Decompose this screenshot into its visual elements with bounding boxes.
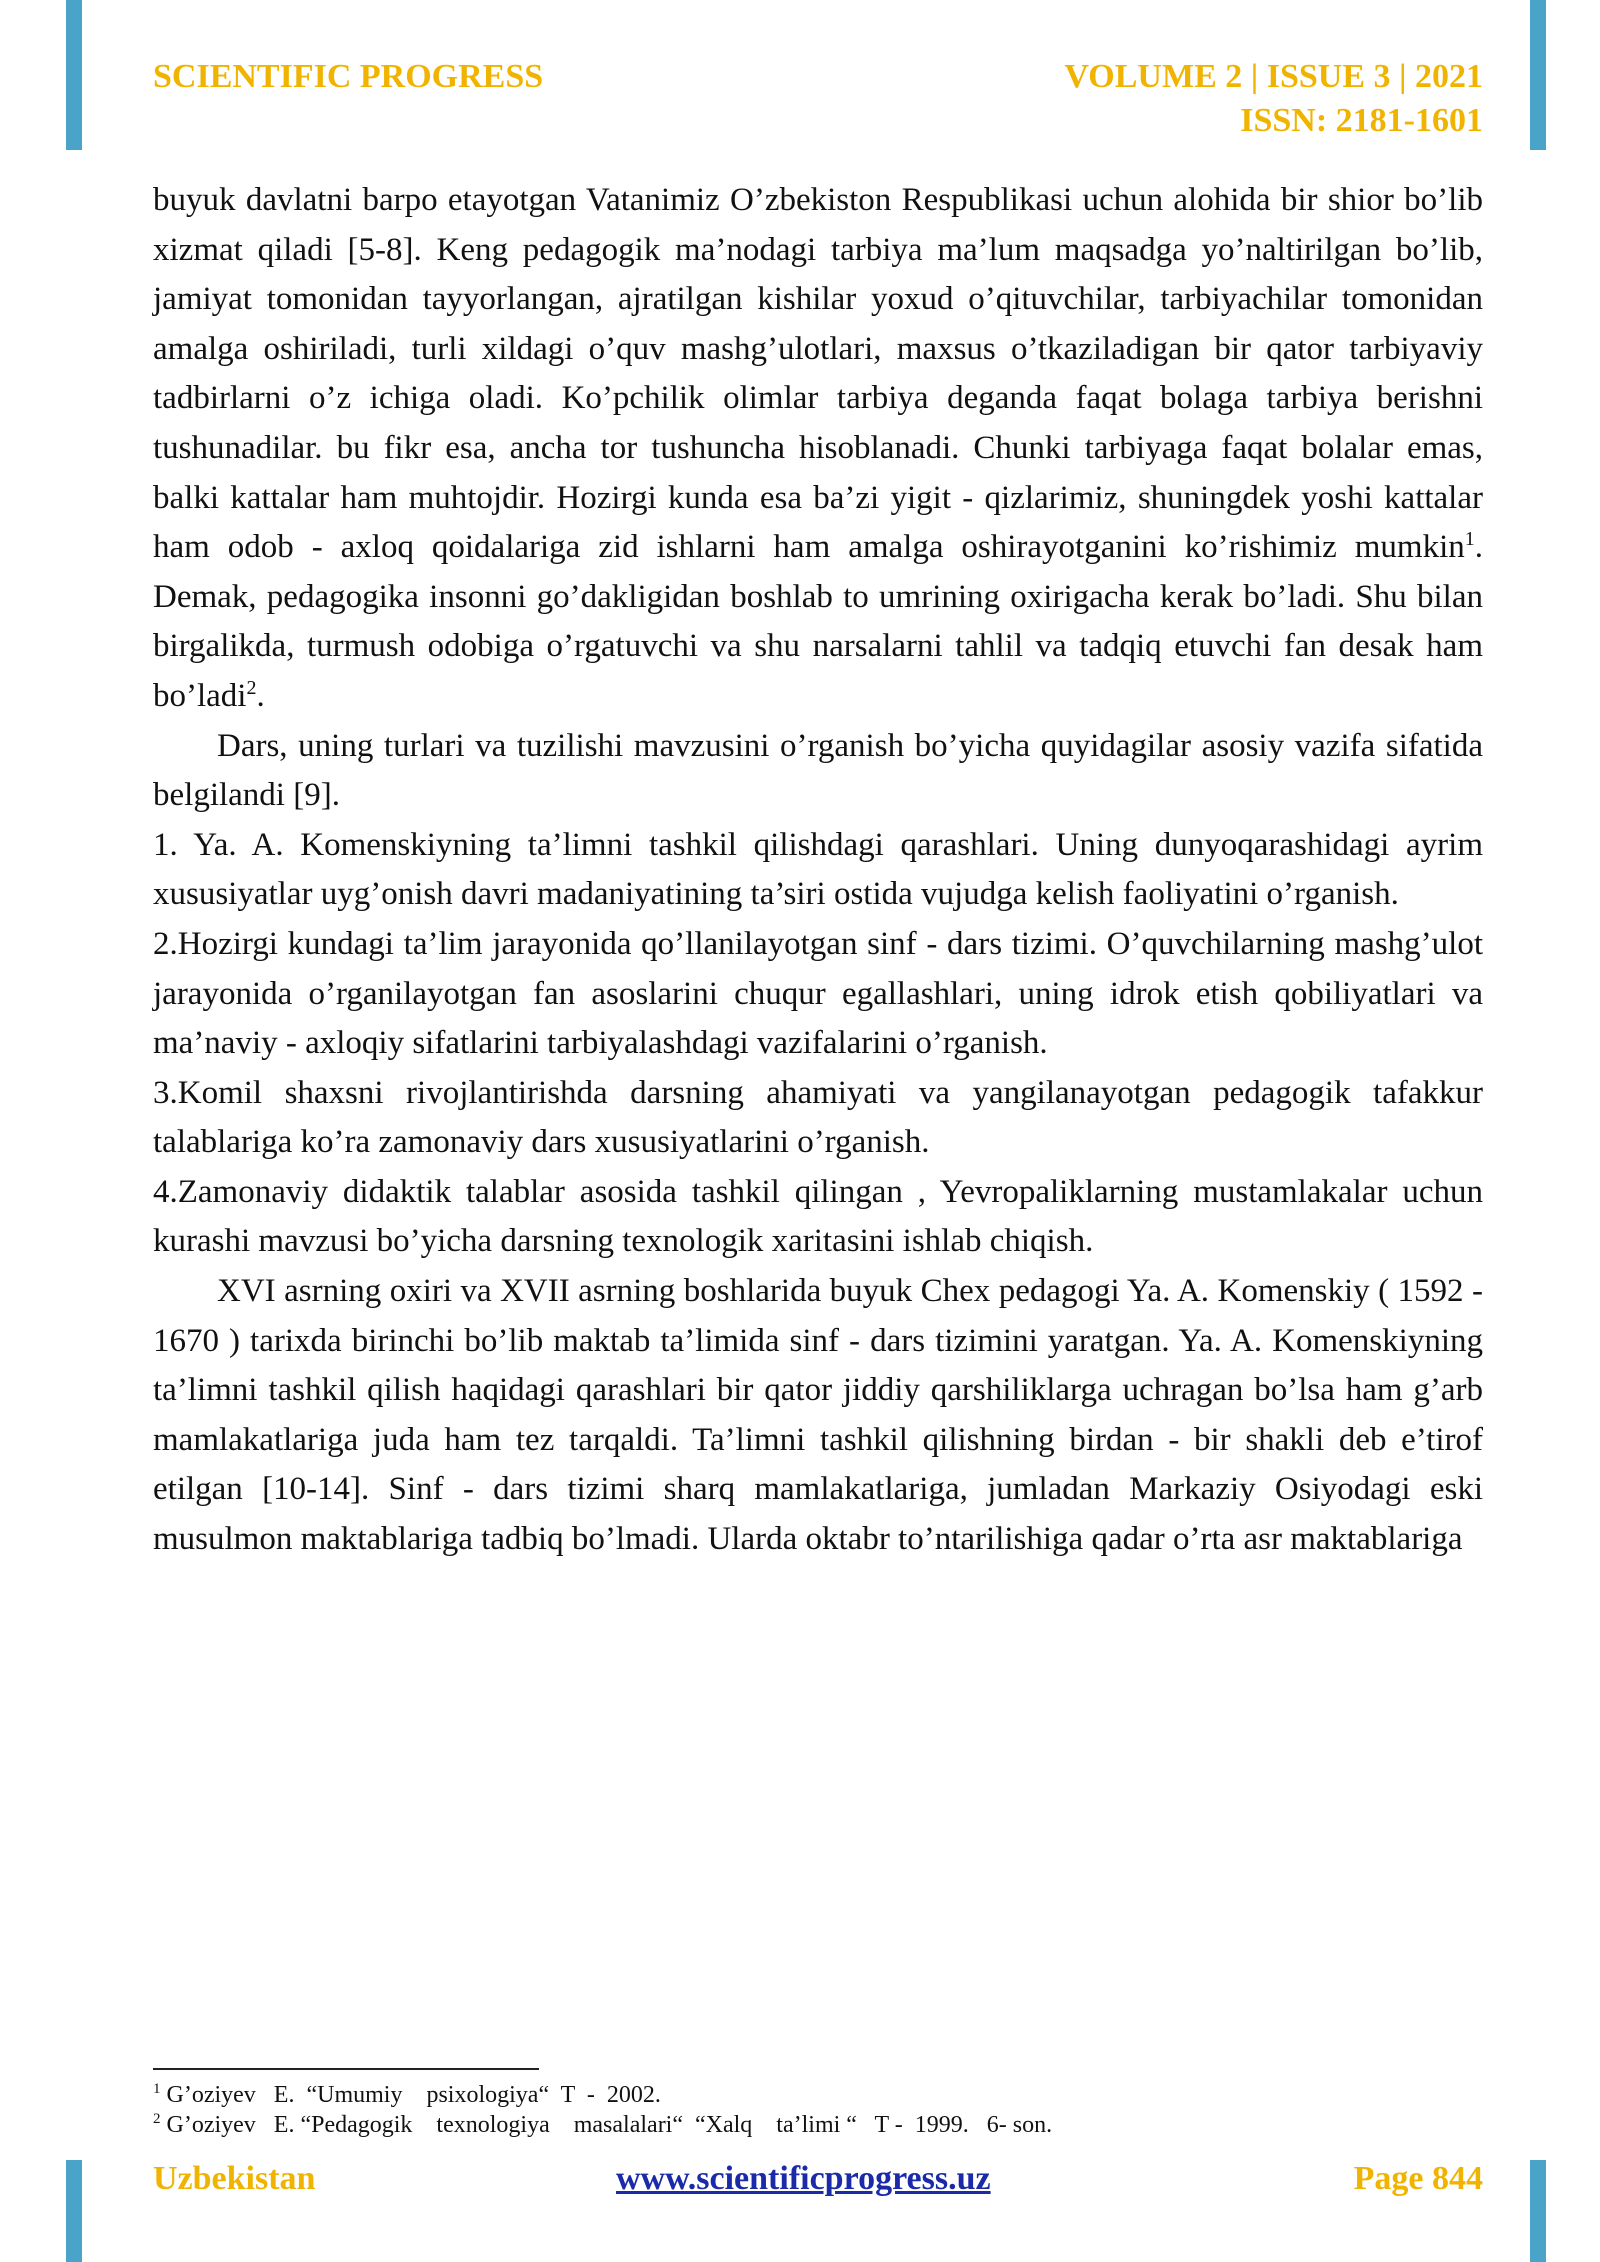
list-item-3: 3.Komil shaxsni rivojlantirishda darsning ahamiyati va yangilanayotgan pedagogik tafakkur talablariga ko’ra zamonaviy dars xususiyatlarini o’rganish. — [153, 1074, 1483, 1161]
footnote-1 — [153, 2080, 1253, 2110]
footnote-2-text: G’oziyev E. “Pedagogik texnologiya masalalari“ “Xalq ta’limi “ T - 1999. 6- son. — [166, 2112, 1053, 2138]
list-item-4: 4.Zamonaviy didaktik talablar asosida tashkil qilingan , Yevropaliklarning mustamlakalar uchun kurashi mavzusi bo’yicha darsning texnologik xaritasini ishlab chiqish. — [153, 1173, 1483, 1260]
right-bottom-bar — [1530, 2160, 1546, 2262]
footnote-2-number: 2 — [153, 2111, 161, 2127]
right-top-bar — [1530, 0, 1546, 150]
journal-title: SCIENTIFIC PROGRESS — [153, 58, 544, 95]
footer-country: Uzbekistan — [153, 2160, 316, 2197]
footnote-1-number: 1 — [153, 2081, 161, 2097]
footnote-2 — [153, 2110, 1253, 2140]
paragraph-1 — [153, 176, 1483, 722]
paragraph-1-text-c: . — [256, 677, 265, 714]
issn: ISSN: 2181-1601 — [1240, 102, 1483, 139]
paragraph-1-text-a: buyuk davlatni barpo etayotgan Vatanimiz O’zbekiston Respublikasi uchun alohida bir shior bo’lib xizmat qiladi [5-8]. Keng pedagogik ma’nodagi tarbiya ma’lum maqsadga yo’naltirilgan bo’lib, jamiyat tomonidan tayyorlangan, ajratilgan kishilar yoxud o’qituvchilar, tarbiyachilar tomonidan amalga oshiriladi, turli xildagi o’quv mashg’ulotlari, maxsus o’tkaziladigan bir qator tarbiyaviy tadbirlarni o’z ichiga oladi. Ko’pchilik olimlar tarbiya deganda faqat bolaga tarbiya berishni tushunadilar. bu fikr esa, ancha tor tushuncha hisoblanadi. Chunki tarbiyaga faqat bolalar emas, balki kattalar ham muhtojdir. Hozirgi kunda esa ba’zi yigit - qizlarimiz, shuningdek yoshi kattalar ham odob - axloq qoidalariga zid ishlarni ham amalga oshirayotganini ko’rishimiz mumkin — [153, 182, 1483, 566]
footnote-1-text: G’oziyev E. “Umumiy psixologiya“ T - 2002. — [166, 2082, 661, 2108]
paragraph-3: XVI asrning oxiri va XVII asrning boshlarida buyuk Chex pedagogi Ya. A. Komenskiy ( 1592 - 1670 ) tarixda birinchi bo’lib maktab ta’limida sinf - dars tizimini yaratgan. Ya. A. Komenskiyning ta’limni tashkil qilish haqidagi qarashlari bir qator jiddiy qarshiliklarga uchragan bo’lsa ham g’arb mamlakatlariga juda ham tez tarqaldi. Ta’limni tashkil qilishning birdan - bir shakli deb e’tirof etilgan [10-14]. Sinf - dars tizimi sharq mamlakatlariga, jumladan Markaziy Osiyodagi eski musulmon maktablariga tadbiq bo’lmadi. Ularda oktabr to’ntarilishiga qadar o’rta asr maktablariga — [153, 1273, 1483, 1558]
footnote-divider — [153, 2068, 539, 2070]
volume-issue: VOLUME 2 | ISSUE 3 | 2021 — [1064, 58, 1483, 95]
footer-page-number: Page 844 — [1353, 2160, 1483, 2197]
left-top-bar — [66, 0, 82, 150]
paragraph-2: Dars, uning turlari va tuzilishi mavzusini o’rganish bo’yicha quyidagilar asosiy vazifa sifatida belgilandi [9]. — [153, 727, 1483, 814]
list-item-2: 2.Hozirgi kundagi ta’lim jarayonida qo’llanilayotgan sinf - dars tizimi. O’quvchilarning mashg’ulot jarayonida o’rganilayotgan fan asoslarini chuqur egallashlari, uning idrok etish qobiliyatlari va ma’naviy - axloqiy sifatlarini tarbiyalashdagi vazifalarini o’rganish. — [153, 925, 1483, 1062]
footnote-ref-2[interactable]: 2 — [246, 676, 257, 699]
article-body — [153, 176, 1483, 1565]
footnote-ref-1[interactable]: 1 — [1464, 528, 1475, 551]
footer-website-link[interactable]: www.scientificprogress.uz — [616, 2160, 991, 2197]
list-item-1: 1. Ya. A. Komenskiyning ta’limni tashkil qilishdagi qarashlari. Uning dunyoqarashidagi ayrim xususiyatlar uyg’onish davri madaniyatining ta’siri ostida vujudga kelish faoliyatini o’rganish. — [153, 826, 1483, 913]
paragraph-1-text-b: . Demak, pedagogika insonni go’dakligidan boshlab to umrining oxirigacha kerak bo’ladi. Shu bilan birgalikda, turmush odobiga o’rgatuvchi va shu narsalarni tahlil va tadqiq etuvchi fan desak ham bo’ladi — [153, 529, 1483, 714]
left-bottom-bar — [66, 2160, 82, 2262]
footnotes — [153, 2080, 1253, 2140]
